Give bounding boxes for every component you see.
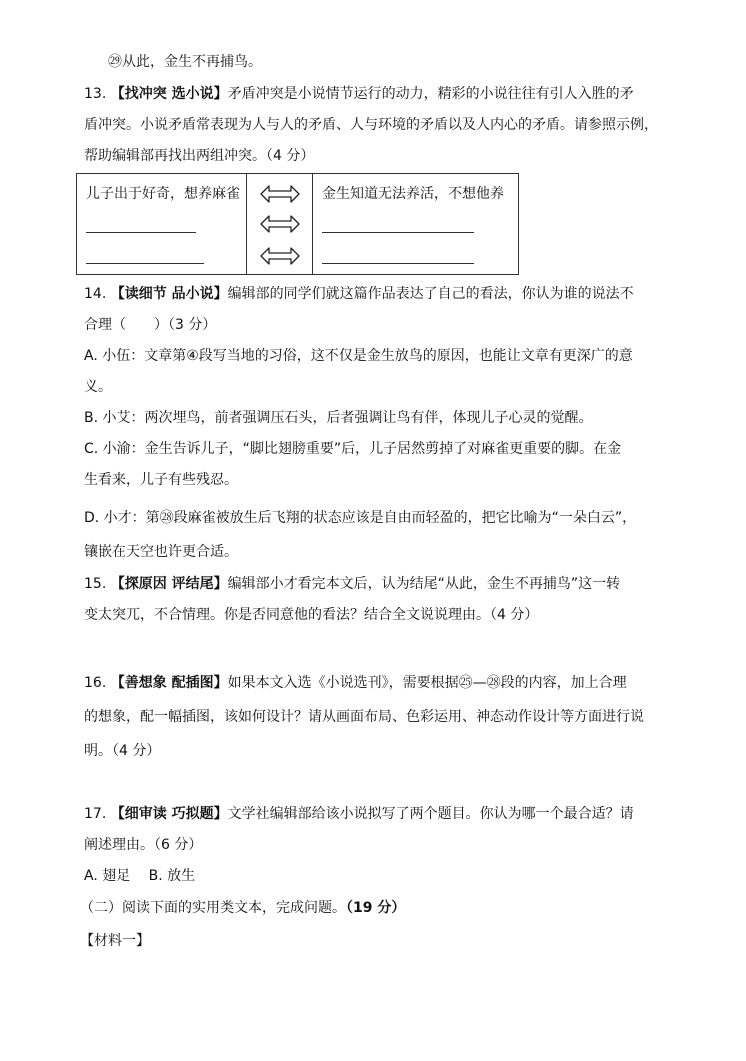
question-16-line-3: 明。（4 分） xyxy=(84,743,161,759)
question-number: 14. xyxy=(84,286,107,302)
answer-blank-left-2[interactable] xyxy=(86,263,204,264)
question-14-line-2: 合理（ ）（3 分） xyxy=(84,317,217,333)
double-arrow-icon xyxy=(259,184,301,204)
option-c-line-2: 生看来，儿子有些残忍。 xyxy=(84,472,238,488)
answer-blank-left-1[interactable] xyxy=(86,232,196,233)
question-16-line-2: 的想象，配一幅插图，该如何设计？请从画面布局、色彩运用、神态动作设计等方面进行说 xyxy=(84,709,644,725)
option-a-line-2: 义。 xyxy=(84,379,112,395)
question-number: 13. xyxy=(84,86,107,102)
question-tag: 【找冲突 选小说】 xyxy=(110,86,228,102)
double-arrow-icon xyxy=(259,246,301,266)
material-1-label: 【材料一】 xyxy=(80,933,150,949)
double-arrow-icon xyxy=(259,214,301,234)
right-example: 金生知道无法养活，不想他养 xyxy=(322,186,504,202)
question-13-line-1: 13. 【找冲突 选小说】矛盾冲突是小说情节运行的动力，精彩的小说往往有引人入胜的矛 xyxy=(84,86,634,102)
question-15-line-1: 15. 【探原因 评结尾】编辑部小才看完本文后，认为结尾“从此，金生不再捕鸟”这一转 xyxy=(84,576,621,592)
option-d-line-2: 镶嵌在天空也许更合适。 xyxy=(84,544,238,560)
option-a-line-1: A. 小伍：文章第④段写当地的习俗，这不仅是金生放鸟的原因，也能让文章有更深广的意 xyxy=(84,348,633,364)
answer-blank-right-2[interactable] xyxy=(322,263,474,264)
question-tag: 【探原因 评结尾】 xyxy=(110,576,228,592)
question-17-line-2: 阐述理由。（6 分） xyxy=(84,837,203,853)
question-number: 15. xyxy=(84,576,107,592)
left-example: 儿子出于好奇，想养麻雀 xyxy=(86,186,240,202)
option-c-line-1: C. 小渝：金生告诉儿子，“脚比翅膀重要”后，儿子居然剪掉了对麻雀更重要的脚。在金 xyxy=(84,441,622,457)
option-d-line-1: D. 小才：第㉘段麻雀被放生后飞翔的状态应该是自由而轻盈的，把它比喻为“一朵白云”， xyxy=(84,510,637,526)
question-14-line-1: 14. 【读细节 品小说】编辑部的同学们就这篇作品表达了自己的看法，你认为谁的说法不 xyxy=(84,286,634,302)
arrow-column xyxy=(247,174,313,274)
question-tag: 【读细节 品小说】 xyxy=(110,286,228,302)
question-number: 16. xyxy=(84,675,107,691)
right-column xyxy=(313,174,518,274)
section-2-heading: （二）阅读下面的实用类文本，完成问题。（19 分） xyxy=(80,900,406,916)
question-number: 17. xyxy=(84,806,107,822)
paragraph-29: ㉙从此，金生不再捕鸟。 xyxy=(108,54,262,70)
question-15-line-2: 变太突兀，不合情理。你是否同意他的看法？结合全文说说理由。（4 分） xyxy=(84,607,539,623)
question-tag: 【细审读 巧拟题】 xyxy=(110,806,228,822)
answer-blank-right-1[interactable] xyxy=(322,232,474,233)
option-b: B. 小艾：两次埋鸟，前者强调压石头，后者强调让鸟有伴，体现儿子心灵的觉醒。 xyxy=(84,410,593,426)
question-tag: 【善想象 配插图】 xyxy=(110,675,228,691)
conflict-table xyxy=(76,173,519,275)
question-16-line-1: 16. 【善想象 配插图】如果本文入选《小说选刊》，需要根据㉕—㉘段的内容，加上合理 xyxy=(84,675,627,691)
question-17-options: A. 翅足 B. 放生 xyxy=(84,868,196,884)
question-13-line-2: 盾冲突。小说矛盾常表现为人与人的矛盾、人与环境的矛盾以及人内心的矛盾。请参照示例， xyxy=(84,117,658,133)
question-17-line-1: 17. 【细审读 巧拟题】文学社编辑部给该小说拟写了两个题目。你认为哪一个最合适？请 xyxy=(84,806,634,822)
left-column xyxy=(77,174,247,274)
question-13-line-3: 帮助编辑部再找出两组冲突。（4 分） xyxy=(84,148,315,164)
